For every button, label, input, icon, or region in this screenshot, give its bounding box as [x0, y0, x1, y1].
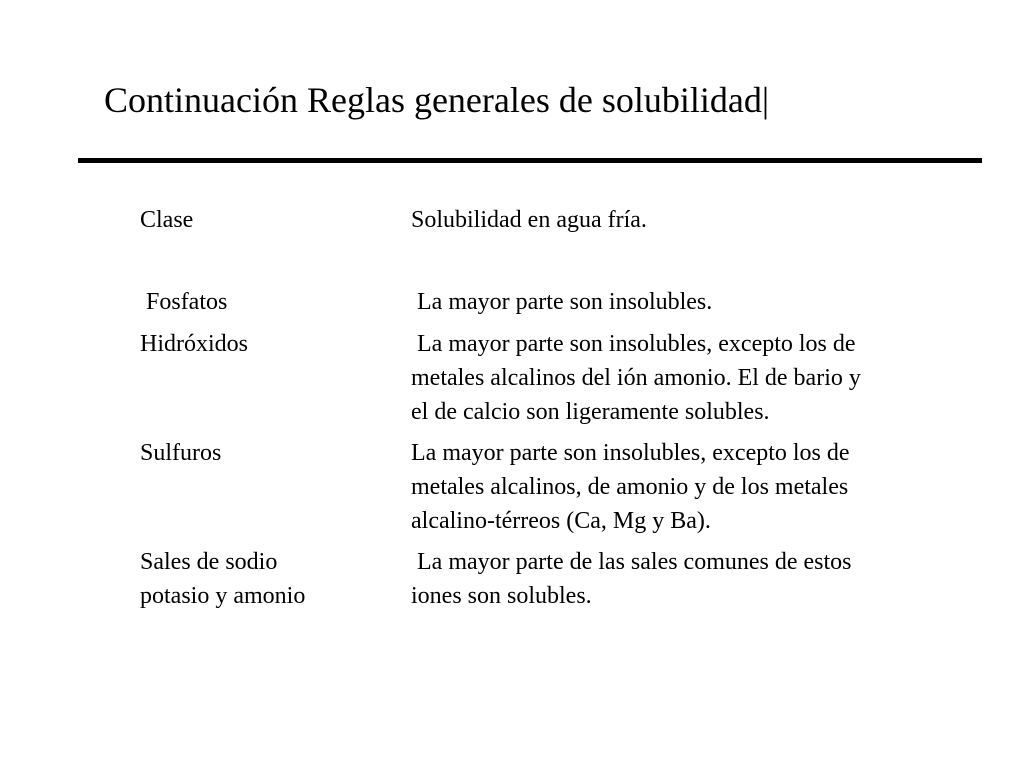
- row-sales-clase-line2: potasio y amonio: [140, 583, 306, 609]
- row-sales-solubilidad-line2: iones son solubles.: [411, 583, 592, 609]
- row-sulfuros-clase: Sulfuros: [140, 440, 222, 466]
- slide-title: Continuación Reglas generales de solubilidad|: [104, 80, 770, 120]
- row-fosfatos-clase: Fosfatos: [140, 289, 228, 315]
- row-sulfuros-solubilidad-line3: alcalino-térreos (Ca, Mg y Ba).: [411, 508, 711, 534]
- row-hidroxidos-solubilidad-line1: La mayor parte son insolubles, excepto los de: [411, 331, 856, 357]
- header-clase: Clase: [140, 207, 194, 233]
- row-hidroxidos-clase: Hidróxidos: [140, 331, 248, 357]
- title-divider: [78, 158, 982, 163]
- row-sales-clase-line1: Sales de sodio: [140, 549, 278, 575]
- row-hidroxidos-solubilidad-line3: el de calcio son ligeramente solubles.: [411, 399, 770, 425]
- row-sulfuros-solubilidad-line2: metales alcalinos, de amonio y de los metales: [411, 474, 849, 500]
- row-sulfuros-solubilidad-line1: La mayor parte son insolubles, excepto los de: [411, 440, 850, 466]
- header-solubilidad: Solubilidad en agua fría.: [411, 207, 647, 233]
- row-fosfatos-solubilidad: La mayor parte son insolubles.: [411, 289, 713, 315]
- row-sales-solubilidad-line1: La mayor parte de las sales comunes de estos: [411, 549, 852, 575]
- row-hidroxidos-solubilidad-line2: metales alcalinos del ión amonio. El de bario y: [411, 365, 861, 391]
